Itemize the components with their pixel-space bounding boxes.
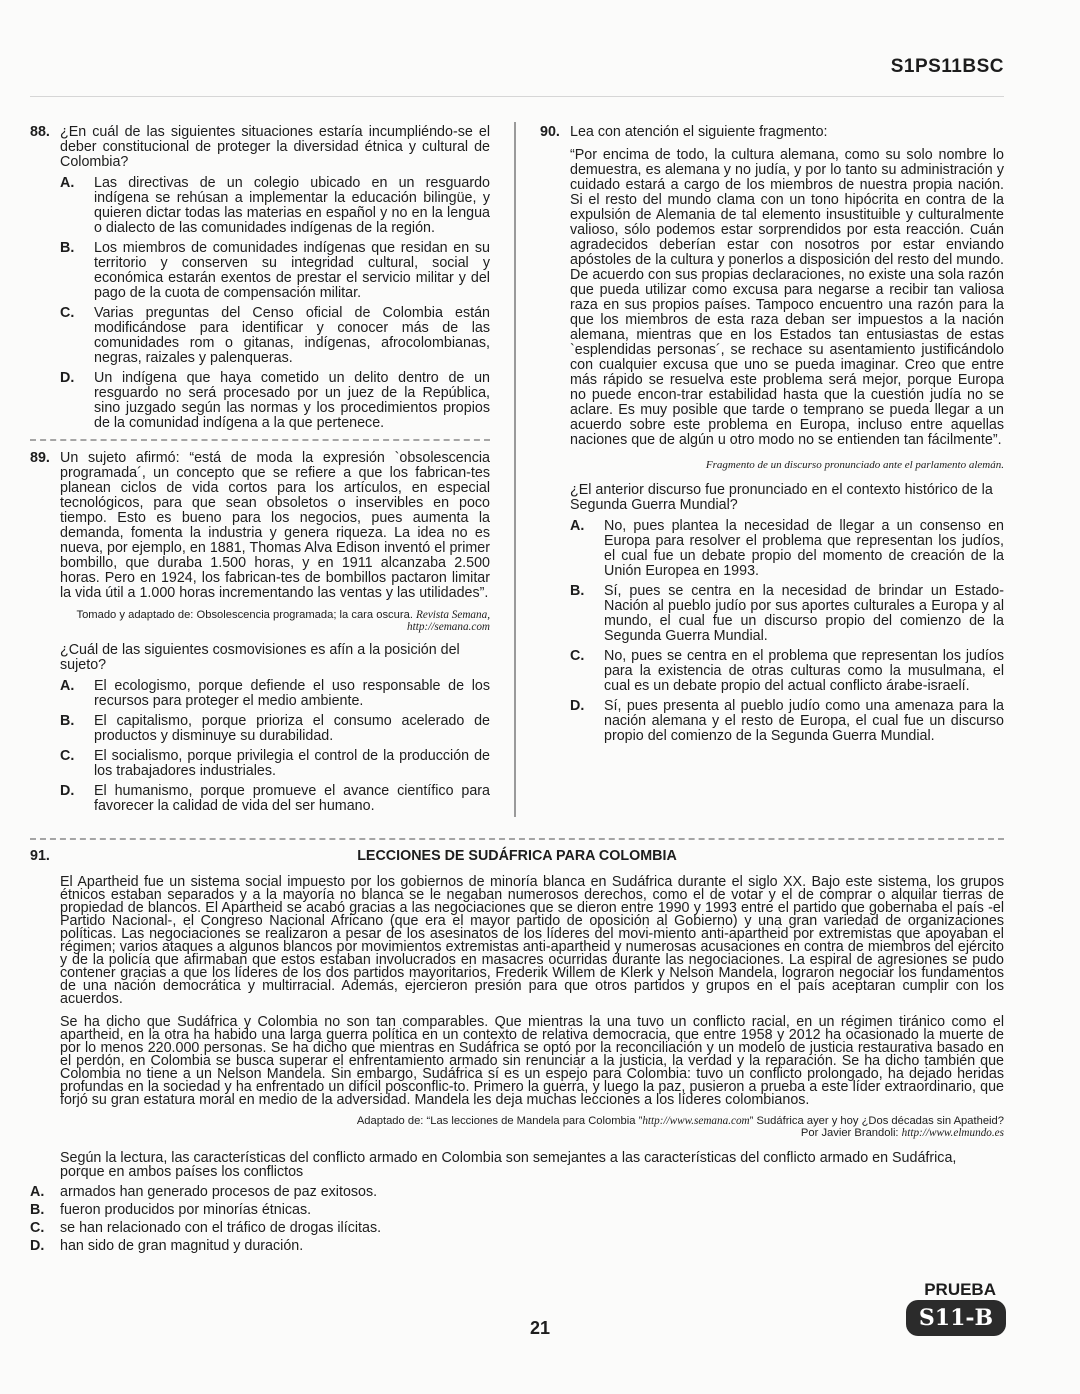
- option-text: Los miembros de comunidades indígenas que residan en su territorio y conserven su integridad cultural, social y económica estarán exentos de prestar el servicio militar y del pago de la cuota de compensación militar.: [94, 240, 490, 301]
- option-a[interactable]: [570, 519, 1004, 579]
- options-list: [570, 519, 1004, 744]
- option-letter: C.: [30, 1220, 45, 1236]
- reading-paragraph-2: Se ha dicho que Sudáfrica y Colombia no son tan comparables. Que mientras la una tuvo un conflicto racial, en un régimen tiránico como el apartheid, en la otra ha habido una larga guerra política en un contexto de relativa democracia, que entre 1958 y 2012 ha ocasionado la muerte de por lo menos 220.000 personas. Se ha dicho que mientras en Sudáfrica se optó por la reconciliación y un modelo de justicia restaurativa basado en el perdón, en Colombia se busca superar el enfrentamiento armado sin renunciar a la justicia, la verdad y la reparación. Se ha dicho también que Colombia no tiene a un Nelson Mandela. Sin embargo, Sudáfrica sí es un espejo para Colombia: tuvo un conflicto prolongado, ha dejado heridas profundas en la sociedad y ha enfrentado un difícil posconflic-to. Primero la guerra, y luego la paz, pusieron a prueba a este líder extraordinario, que forjó su gran estatura moral en medio de la adversidad. Mandela les deja muchas lecciones a los líderes colombianos.: [60, 1014, 1004, 1108]
- option-b[interactable]: [60, 714, 490, 744]
- source-citation: [60, 609, 490, 633]
- question-number: 90.: [540, 124, 560, 140]
- option-text: Sí, pues presenta al pueblo judío como una amenaza para la nación alemana y el resto de Europa, el cual fue un discurso propio del comienzo de la Segunda Guerra Mundial.: [604, 698, 1004, 744]
- page-number: 21: [529, 1318, 551, 1338]
- source-link: http://www.semana.com: [642, 1115, 750, 1127]
- option-letter: C.: [60, 748, 75, 764]
- option-letter: B.: [60, 713, 75, 729]
- option-letter: D.: [30, 1238, 45, 1254]
- question-88: [30, 125, 490, 431]
- test-code: S1PS11BSC: [890, 56, 1004, 77]
- question-89: [30, 451, 490, 814]
- option-a[interactable]: [30, 1183, 1004, 1201]
- header-rule: [30, 96, 1004, 97]
- option-text: No, pues plantea la necesidad de llegar a un consenso en Europa para resolver el problema que representan los judíos, el cual fue un debate propio del momento de creación de la Unión Europea en 1993.: [604, 518, 1004, 579]
- source-link: http://www.elmundo.es: [901, 1127, 1004, 1139]
- option-letter: D.: [60, 783, 75, 799]
- speech-fragment: “Por encima de todo, la cultura alemana, como su solo nombre lo demuestra, es alemana y no judía, y por lo tanto su administración y cuidado estará a cargo de los miembros de nuestra propia nación. Si el resto del mundo clama con un tono hipócrita en contra de la expulsión de Alemania de tal elemento insustituible y culturalmente valioso, sólo podemos estar sorprendidos por esta reacción. Cuán agradecidos deberían estar con nosotros por estar enviando apóstoles de la cultura y ponerlos a disposición del resto del mundo. De acuerdo con sus propias declaraciones, no existe una sola razón que pueda utilizar como excusa para negarse a recibir tan valiosa raza en sus propios países. Tampoco encuentro una razón para la que los miembros de esta raza deban ser impuestos a la nación alemana, mientras que en los Estados tan entusiastas de estas `esplendidas personas´, se rechace su asentamiento justificándolo con cualquier excusa que uno se pueda imaginar. Creo que entre más rápido se resuelva este problema será mejor, porque Europa no puede encon-trar estabilidad hasta que la cuestión judía no se aclare. Es muy posible que tarde o temprano se pueda llegar a un acuerdo sobre este problema en Europa, incluso entre aquellas naciones que de algún u otro modo no se entienden tan fácilmente”.: [570, 147, 1004, 448]
- option-letter: B.: [60, 240, 75, 256]
- option-b[interactable]: [30, 1201, 1004, 1219]
- test-label: PRUEBA: [924, 1280, 996, 1299]
- left-column: [30, 125, 490, 819]
- question-header: [30, 850, 1004, 868]
- source-citation: Fragmento de un discurso pronunciado ante el parlamento alemán.: [705, 459, 1004, 471]
- option-letter: D.: [570, 698, 585, 714]
- option-letter: A.: [60, 678, 75, 694]
- option-text: El capitalismo, porque prioriza el consumo acelerado de productos y disminuye su durabilidad.: [94, 713, 490, 744]
- source-part: Adaptado de: “Las lecciones de Mandela para Colombia ”: [356, 1115, 643, 1127]
- question-number: 88.: [30, 124, 50, 140]
- option-d[interactable]: [60, 371, 490, 431]
- option-c[interactable]: [60, 306, 490, 366]
- reading-paragraph-1: El Apartheid fue un sistema social impuesto por los gobiernos de minoría blanca en Sudáfrica durante el siglo XX. Bajo este sistema, los grupos étnicos estaban separados y a la mayoría no blanca se le negaban numerosos derechos, como el de votar y el de comprar o alquilar tierras de propiedad de blancos. El Apartheid se acabó gracias a las negociaciones que se dieron entre 1990 y 1993 entre el partido que gobernaba el país -el Partido Nacional-, el Congreso Nacional Africano (que era el mayor partido de oposición al Gobierno) y una gran variedad de organizaciones políticas. Las negociaciones se realizaron a pesar de los asesinatos de los líderes del movi-miento anti-apartheid por extremistas que apoyaban el régimen; varios ataques a algunos blancos por movimientos extremistas anti-apartheid y numerosas acusaciones en contra de miembros del ejército y de la policía que afirmaban que estos estaban involucrados en masacres ocurridas durante las negociaciones. La espiral de agresiones se pudo contener gracias a que los líderes de los dos partidos mayoritarios, Frederik Willem de Klerk y Nelson Mandela, lograron negociar los fundamentos de una nación democrática y multirracial. Además, ejercieron presión para que otros partidos y grupos en el país aceptaran cumplir con los acuerdos.: [60, 874, 1004, 1007]
- option-letter: B.: [30, 1202, 45, 1218]
- option-c[interactable]: [60, 749, 490, 779]
- option-text: Sí, pues se centra en la necesidad de brindar un Estado-Nación al pueblo judío por sus aportes culturales a Europa y al mundo, el cual fue un discurso propio del comienzo de la Segunda Guerra Mundial.: [604, 583, 1004, 644]
- option-text: El socialismo, porque privilegia el control de la producción de los trabajadores industriales.: [94, 748, 490, 779]
- section-divider: [30, 838, 1004, 840]
- reading-title: LECCIONES DE SUDÁFRICA PARA COLOMBIA: [357, 848, 677, 864]
- source-link: Revista Semana, http://semana.com: [407, 609, 490, 633]
- option-text: armados han generado procesos de paz exitosos.: [60, 1184, 378, 1200]
- option-text: han sido de gran magnitud y duración.: [60, 1238, 304, 1254]
- option-text: fueron producidos por minorías étnicas.: [60, 1202, 312, 1218]
- question-intro: Lea con atención el siguiente fragmento:: [570, 124, 828, 140]
- option-letter: D.: [60, 370, 75, 386]
- option-letter: A.: [30, 1184, 45, 1200]
- question-prompt: ¿Cuál de las siguientes cosmovisiones es afín a la posición del sujeto?: [60, 642, 460, 673]
- option-letter: C.: [60, 305, 75, 321]
- column-divider: [514, 122, 516, 817]
- question-divider: [30, 439, 490, 441]
- option-text: se han relacionado con el tráfico de drogas ilícitas.: [60, 1220, 382, 1236]
- question-90: [540, 125, 1004, 744]
- question-stem: Un sujeto afirmó: “está de moda la expresión `obsolescencia programada´, un concepto que se refiere a que los fabrican-tes planean ciclos de vida cortos para los artículos, en especial tecnológicos, para que sean obsoletos o inservibles en poco tiempo. Esto es bueno para los negocios, pues aumenta la demanda, fomenta la industria y genera riqueza. La idea no es nueva, por ejemplo, en 1881, Thomas Alva Edison inventó el primer bombillo, que duraba 1.500 horas, y en 1911 alcanzaba 2.500 horas. Pero en 1924, los fabrican-tes de bombillos pactaron limitar la vida útil a 1.000 horas incrementando las ventas y las utilidades”.: [60, 450, 490, 601]
- options-list: [30, 1183, 1004, 1255]
- option-letter: A.: [60, 175, 75, 191]
- question-91: [30, 850, 1004, 1255]
- question-prompt: ¿El anterior discurso fue pronunciado en el contexto histórico de la Segunda Guerra Mundial?: [570, 482, 993, 513]
- option-a[interactable]: [60, 176, 490, 236]
- question-number: 91.: [30, 848, 50, 864]
- option-text: El ecologismo, porque defiende el uso responsable de los recursos para proteger el medio ambiente.: [94, 678, 490, 709]
- option-letter: A.: [570, 518, 585, 534]
- right-column: [540, 125, 1004, 749]
- options-list: [60, 176, 490, 431]
- option-c[interactable]: [30, 1219, 1004, 1237]
- option-d[interactable]: [30, 1237, 1004, 1255]
- option-letter: B.: [570, 583, 585, 599]
- option-text: El humanismo, porque promueve el avance científico para favorecer la calidad de vida del ser humano.: [94, 783, 490, 814]
- question-prompt: Según la lectura, las características del conflicto armado en Colombia son semejantes a las características del conflicto armado en Sudáfrica, porque en ambos países los conflictos: [60, 1150, 957, 1180]
- test-badge: S11-B: [906, 1300, 1006, 1336]
- option-d[interactable]: [570, 699, 1004, 744]
- option-b[interactable]: [60, 241, 490, 301]
- option-text: No, pues se centra en el problema que representan los judíos para la existencia de otras culturas como la musulmana, el cual es un debate propio del actual conflicto árabe-israelí.: [604, 648, 1004, 694]
- question-stem: ¿En cuál de las siguientes situaciones estaría incumpliéndo-se el deber constitucional de proteger la diversidad étnica y cultural de Colombia?: [60, 124, 490, 170]
- option-text: Varias preguntas del Censo oficial de Colombia están modificándose para identificar y conocer más de las comunidades rom o gitanas, indígenas, afrocolombianas, negras, raizales y palenqueras.: [94, 305, 490, 366]
- option-c[interactable]: [570, 649, 1004, 694]
- source-prefix: Tomado y adaptado de: Obsolescencia programada; la cara oscura.: [76, 609, 413, 621]
- source-citation: [60, 1115, 1004, 1139]
- option-text: Las directivas de un colegio ubicado en un resguardo indígena se rehúsan a implementar la educación bilingüe, y quieren dictar todas las materias en español y no en la lengua o dialecto de las comunidades indígenas de la región.: [94, 175, 490, 236]
- options-list: [60, 679, 490, 814]
- option-d[interactable]: [60, 784, 490, 814]
- source-part: ” Sudáfrica ayer y hoy ¿Dos décadas sin Apatheid?: [749, 1115, 1004, 1127]
- option-b[interactable]: [570, 584, 1004, 644]
- question-body: [30, 876, 1004, 1179]
- option-text: Un indígena que haya cometido un delito dentro de un resguardo no será procesado por un juez de la República, sino juzgado según las normas y los procedimientos propios de la comunidad indígena a la que pertenece.: [94, 370, 490, 431]
- question-number: 89.: [30, 450, 50, 466]
- option-letter: C.: [570, 648, 585, 664]
- source-author: Por Javier Brandoli:: [800, 1127, 899, 1139]
- option-a[interactable]: [60, 679, 490, 709]
